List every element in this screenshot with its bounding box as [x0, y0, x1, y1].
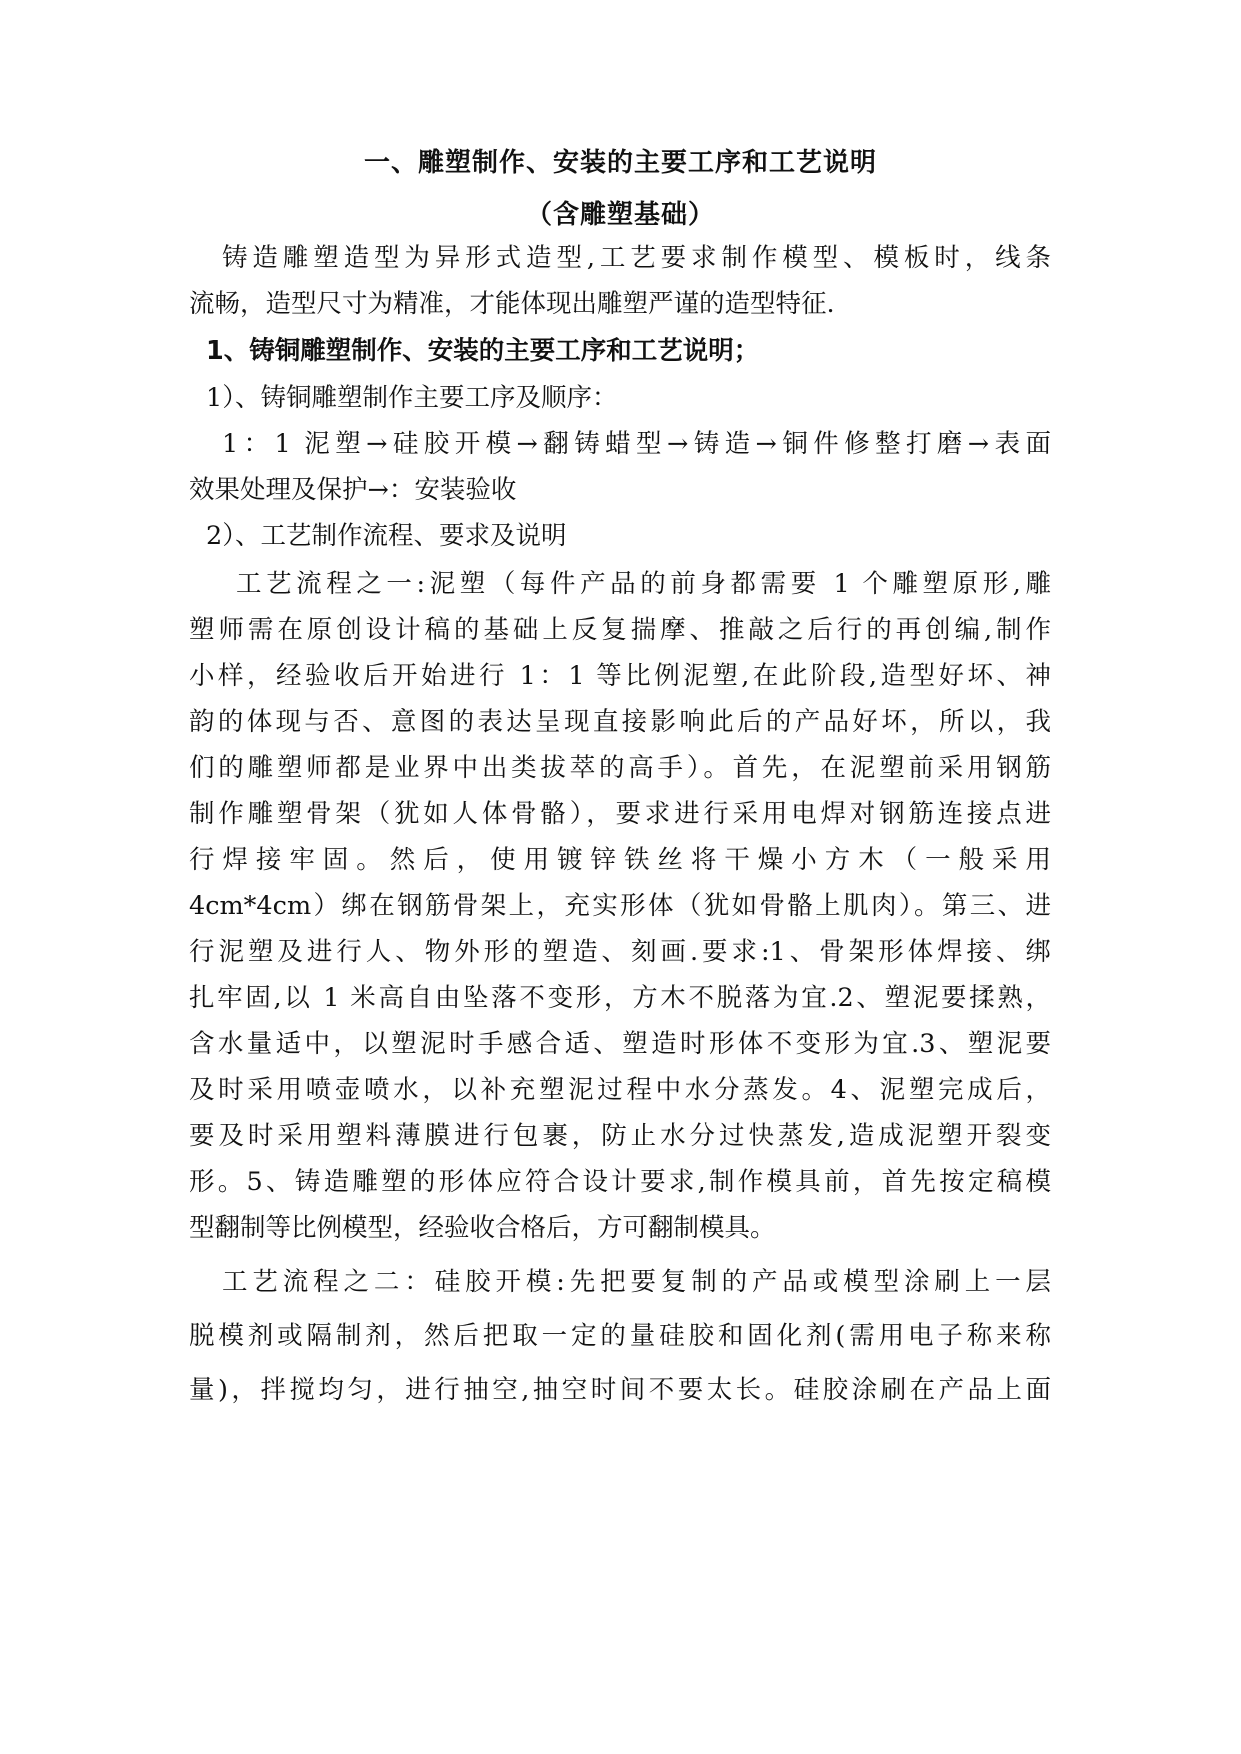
paragraph-line: 含水量适中，以塑泥时手感合适、塑造时形体不变形为宜.3、塑泥要 — [189, 1029, 1051, 1059]
paragraph-line: 塑师需在原创设计稿的基础上反复揣摩、推敲之后行的再创编,制作 — [189, 615, 1051, 645]
paragraph-line: 要及时采用塑料薄膜进行包裹，防止水分过快蒸发,造成泥塑开裂变 — [189, 1121, 1051, 1151]
paragraph-line: 型翻制等比例模型，经验收合格后，方可翻制模具。 — [189, 1213, 776, 1243]
subsection-heading: 1）、铸铜雕塑制作主要工序及顺序： — [206, 383, 618, 413]
document-subtitle: （含雕塑基础） — [525, 200, 715, 230]
paragraph-line: 工艺流程之一:泥塑（每件产品的前身都需要 1 个雕塑原形,雕 — [236, 569, 1051, 599]
paragraph-line: 制作雕塑骨架（犹如人体骨骼），要求进行采用电焊对钢筋连接点进 — [189, 799, 1051, 829]
paragraph-line: 韵的体现与否、意图的表达呈现直接影响此后的产品好坏，所以，我 — [189, 707, 1051, 737]
section-heading: 1、铸铜雕塑制作、安装的主要工序和工艺说明； — [206, 336, 760, 366]
process-line: 效果处理及保护→：安装验收 — [189, 475, 517, 505]
paragraph-line: 量)，拌搅均匀，进行抽空,抽空时间不要太长。硅胶涂刷在产品上面 — [189, 1375, 1051, 1405]
paragraph-line: 行泥塑及进行人、物外形的塑造、刻画.要求:1、骨架形体焊接、绑 — [189, 937, 1051, 967]
paragraph-line: 行焊接牢固。然后，使用镀锌铁丝将干燥小方木（一般采用 — [189, 845, 1051, 875]
paragraph-line: 扎牢固,以 1 米高自由坠落不变形，方木不脱落为宜.2、塑泥要揉熟， — [189, 983, 1051, 1013]
paragraph-line: 小样，经验收后开始进行 1：1 等比例泥塑,在此阶段,造型好坏、神 — [189, 661, 1051, 691]
subsection-heading: 2）、工艺制作流程、要求及说明 — [206, 521, 567, 551]
paragraph-line: 工艺流程之二：硅胶开模:先把要复制的产品或模型涂刷上一层 — [222, 1267, 1051, 1297]
paragraph-line: 们的雕塑师都是业界中出类拔萃的高手）。首先，在泥塑前采用钢筋 — [189, 753, 1051, 783]
document-title: 一、雕塑制作、安装的主要工序和工艺说明 — [363, 148, 877, 178]
intro-line: 铸造雕塑造型为异形式造型,工艺要求制作模型、模板时，线条 — [222, 243, 1051, 273]
paragraph-line: 4cm*4cm）绑在钢筋骨架上，充实形体（犹如骨骼上肌肉）。第三、进 — [189, 891, 1051, 921]
paragraph-line: 形。5、铸造雕塑的形体应符合设计要求,制作模具前，首先按定稿模 — [189, 1167, 1051, 1197]
intro-line: 流畅，造型尺寸为精准，才能体现出雕塑严谨的造型特征. — [189, 289, 835, 319]
process-line: 1：1 泥塑→硅胶开模→翻铸蜡型→铸造→铜件修整打磨→表面 — [222, 429, 1051, 459]
paragraph-line: 脱模剂或隔制剂，然后把取一定的量硅胶和固化剂(需用电子称来称 — [189, 1321, 1051, 1351]
paragraph-line: 及时采用喷壶喷水，以补充塑泥过程中水分蒸发。4、泥塑完成后， — [189, 1075, 1051, 1105]
